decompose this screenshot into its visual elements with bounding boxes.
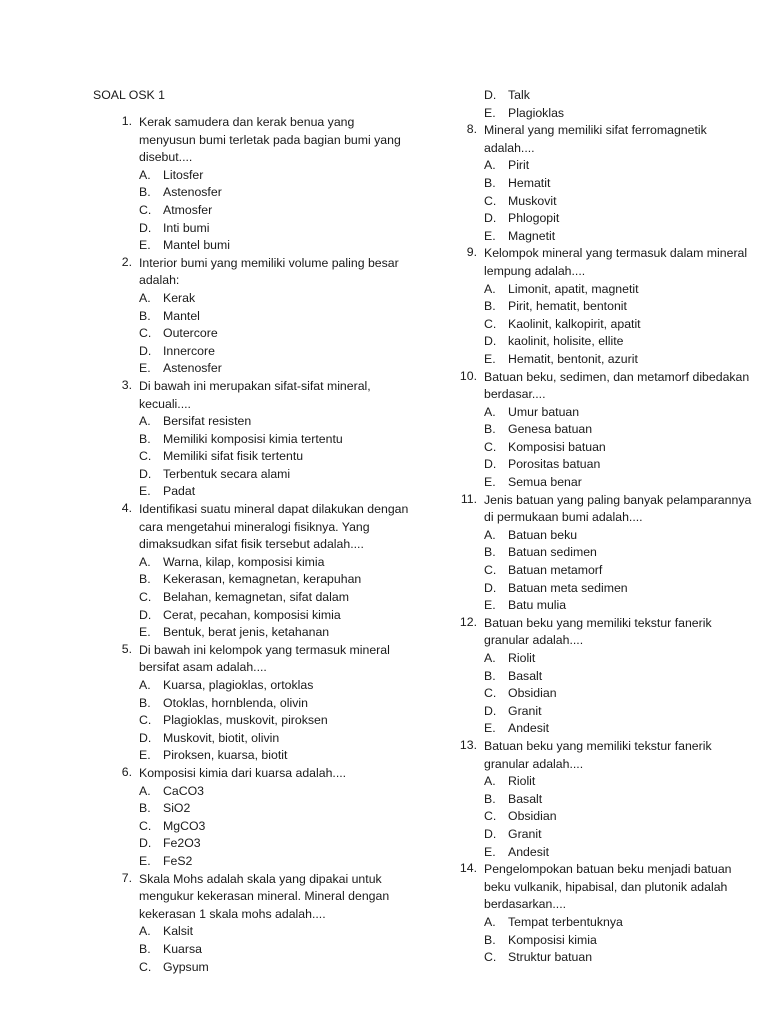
option-text: Pirit, hematit, bentonit xyxy=(508,299,627,314)
option-text: Kuarsa, plagioklas, ortoklas xyxy=(163,678,314,692)
option-text: Riolit xyxy=(508,651,536,665)
question-item xyxy=(110,642,410,765)
question-number: 8. xyxy=(466,122,477,137)
option-letter: B. xyxy=(139,941,151,956)
option-list xyxy=(139,677,410,765)
answer-option xyxy=(484,210,755,228)
option-text: Bentuk, berat jenis, ketahanan xyxy=(163,625,330,640)
option-letter: C. xyxy=(484,316,497,331)
option-text: Hematit xyxy=(508,175,551,190)
answer-option xyxy=(139,554,410,572)
option-list xyxy=(139,783,410,871)
option-text: Muskovit, biotit, olivin xyxy=(163,730,280,745)
option-letter: B. xyxy=(484,545,496,560)
answer-option xyxy=(139,677,410,695)
answer-option xyxy=(139,800,410,818)
option-letter: E. xyxy=(139,853,151,868)
option-list xyxy=(484,773,755,861)
option-text: Bersifat resisten xyxy=(163,414,252,429)
option-text: Innercore xyxy=(163,343,215,358)
question-text: Identifikasi suatu mineral dapat dilakukan dengan cara mengetahui mineralogi fisiknya. Yang dimaksudkan sifat fisik tersebut adalah.... xyxy=(139,502,409,552)
question-number: 2. xyxy=(121,254,132,269)
option-letter: D. xyxy=(139,607,152,622)
option-letter: B. xyxy=(484,791,496,806)
option-text: Gypsum xyxy=(163,959,209,974)
answer-option xyxy=(484,298,755,316)
option-letter: D. xyxy=(139,343,152,358)
question-number: 11. xyxy=(460,491,477,506)
option-text: Batuan metamorf xyxy=(508,563,603,578)
question-number: 10. xyxy=(459,368,477,383)
answer-option xyxy=(484,932,755,950)
option-letter: C. xyxy=(484,193,497,208)
option-letter: B. xyxy=(139,801,151,816)
option-text: Komposisi batuan xyxy=(508,439,606,454)
option-text: Granit xyxy=(508,703,542,718)
option-text: Limonit, apatit, magnetit xyxy=(508,281,639,296)
option-letter: D. xyxy=(484,703,497,718)
option-letter: C. xyxy=(484,809,497,824)
option-list xyxy=(139,554,410,642)
question-item xyxy=(110,871,410,977)
option-text: Litosfer xyxy=(163,167,204,182)
question-text: Mineral yang memiliki sifat ferromagnetik adalah.... xyxy=(484,123,707,155)
option-letter: B. xyxy=(139,572,151,587)
option-text: Belahan, kemagnetan, sifat dalam xyxy=(163,590,349,605)
answer-option xyxy=(484,105,755,123)
answer-option xyxy=(139,360,410,378)
question-text: Batuan beku yang memiliki tekstur fanerik granular adalah.... xyxy=(484,738,712,771)
option-text: Warna, kilap, komposisi kimia xyxy=(163,554,325,569)
option-letter: E. xyxy=(484,844,496,859)
option-letter: D. xyxy=(139,730,152,745)
answer-option xyxy=(139,308,410,326)
option-text: Andesit xyxy=(508,844,550,859)
option-text: Phlogopit xyxy=(508,211,560,226)
option-text: Pirit xyxy=(508,158,530,173)
question-number: 14. xyxy=(459,861,477,876)
option-text: Basalt xyxy=(508,668,543,683)
answer-option xyxy=(139,607,410,625)
option-text: Riolit xyxy=(508,774,536,789)
option-letter: D. xyxy=(484,826,497,841)
left-column xyxy=(110,114,410,976)
question-text: Batuan beku, sedimen, dan metamorf dibedakan berdasar.... xyxy=(484,369,750,402)
answer-option xyxy=(484,844,755,862)
option-text: FeS2 xyxy=(163,853,193,868)
answer-option xyxy=(139,818,410,836)
answer-option xyxy=(484,580,755,598)
answer-option xyxy=(484,650,755,668)
answer-option xyxy=(139,941,410,959)
question-item xyxy=(110,378,410,501)
option-text: Andesit xyxy=(508,721,550,736)
option-letter: C. xyxy=(484,563,497,578)
option-letter: D. xyxy=(484,88,497,102)
option-text: Muskovit xyxy=(508,193,557,208)
answer-option xyxy=(139,923,410,941)
answer-option xyxy=(484,773,755,791)
option-letter: E. xyxy=(484,228,496,243)
answer-option xyxy=(484,949,755,967)
option-text: Komposisi kimia xyxy=(508,932,597,947)
option-text: Kekerasan, kemagnetan, kerapuhan xyxy=(163,572,362,587)
option-letter: E. xyxy=(139,484,151,499)
option-letter: A. xyxy=(139,554,151,569)
option-text: Kuarsa xyxy=(163,941,202,956)
option-letter: B. xyxy=(139,185,151,200)
option-text: Kalsit xyxy=(163,924,194,939)
option-text: Batuan beku xyxy=(508,527,578,542)
option-text: Plagioklas xyxy=(508,105,565,120)
answer-option xyxy=(139,695,410,713)
option-list xyxy=(484,527,755,615)
answer-option xyxy=(139,184,410,202)
answer-option xyxy=(484,808,755,826)
option-text: Obsidian xyxy=(508,809,557,824)
answer-option xyxy=(484,826,755,844)
option-letter: E. xyxy=(139,238,151,253)
option-text: Porositas batuan xyxy=(508,457,601,472)
option-letter: B. xyxy=(484,175,496,190)
option-letter: A. xyxy=(484,281,496,296)
option-letter: A. xyxy=(484,404,496,419)
option-letter: C. xyxy=(139,590,152,605)
option-letter: A. xyxy=(484,527,496,542)
option-text: Obsidian xyxy=(508,686,557,701)
answer-option xyxy=(139,589,410,607)
question-item xyxy=(455,245,755,368)
option-list xyxy=(484,404,755,492)
answer-option xyxy=(139,730,410,748)
question-text: Batuan beku yang memiliki tekstur fanerik granular adalah.... xyxy=(484,615,712,648)
answer-option xyxy=(484,544,755,562)
option-text: Otoklas, hornblenda, olivin xyxy=(163,695,308,710)
answer-option xyxy=(484,193,755,211)
question-item xyxy=(455,738,755,861)
option-list xyxy=(484,281,755,369)
option-letter: C. xyxy=(139,959,152,974)
answer-option xyxy=(484,668,755,686)
answer-option xyxy=(139,413,410,431)
answer-option xyxy=(139,483,410,501)
option-text: Basalt xyxy=(508,791,543,806)
option-text: Kaolinit, kalkopirit, apatit xyxy=(508,316,641,331)
option-text: Mantel bumi xyxy=(163,238,230,253)
option-letter: A. xyxy=(484,651,496,665)
option-text: kaolinit, holisite, ellite xyxy=(508,334,624,349)
answer-option xyxy=(139,835,410,853)
option-letter: C. xyxy=(139,818,152,833)
option-letter: B. xyxy=(484,932,496,947)
carried-options xyxy=(455,87,755,122)
option-letter: C. xyxy=(484,950,497,965)
option-list xyxy=(484,157,755,245)
option-text: Fe2O3 xyxy=(163,836,201,851)
option-letter: E. xyxy=(139,625,151,640)
option-text: Semua benar xyxy=(508,475,582,490)
option-letter: C. xyxy=(139,326,152,341)
question-text: Kelompok mineral yang termasuk dalam mineral lempung adalah.... xyxy=(484,246,748,278)
option-text: Atmosfer xyxy=(163,202,213,217)
option-text: Astenosfer xyxy=(163,185,222,200)
question-number: 5. xyxy=(121,641,132,656)
answer-option xyxy=(139,290,410,308)
option-text: Piroksen, kuarsa, biotit xyxy=(163,748,288,763)
option-letter: A. xyxy=(139,167,151,182)
option-list xyxy=(484,914,755,967)
answer-option xyxy=(139,959,410,977)
option-letter: D. xyxy=(484,457,497,472)
option-text: Batuan meta sedimen xyxy=(508,580,628,595)
option-letter: D. xyxy=(484,211,497,226)
answer-option xyxy=(484,439,755,457)
question-number: 9. xyxy=(466,245,477,260)
option-letter: E. xyxy=(139,748,151,763)
option-text: Astenosfer xyxy=(163,361,222,376)
option-letter: E. xyxy=(484,721,496,736)
answer-option xyxy=(139,237,410,255)
answer-option xyxy=(139,466,410,484)
answer-option xyxy=(139,343,410,361)
option-letter: A. xyxy=(484,774,496,789)
answer-option xyxy=(484,791,755,809)
option-text: Talk xyxy=(508,88,530,102)
answer-option xyxy=(484,720,755,738)
option-text: Memiliki sifat fisik tertentu xyxy=(163,449,304,464)
question-text: Pengelompokan batuan beku menjadi batuan beku vulkanik, hipabisal, dan plutonik adalah berdasarkan.... xyxy=(484,862,732,912)
option-text: Granit xyxy=(508,826,542,841)
answer-option xyxy=(484,685,755,703)
option-letter: B. xyxy=(139,308,151,323)
option-letter: D. xyxy=(139,836,152,851)
answer-option xyxy=(484,87,755,105)
option-letter: D. xyxy=(484,580,497,595)
question-text: Di bawah ini merupakan sifat-sifat mineral, kecuali.... xyxy=(139,378,371,411)
answer-option xyxy=(484,421,755,439)
answer-option xyxy=(139,571,410,589)
option-letter: D. xyxy=(484,334,497,349)
answer-option xyxy=(484,456,755,474)
option-letter: A. xyxy=(139,414,151,429)
option-text: Inti bumi xyxy=(163,220,210,235)
option-text: SiO2 xyxy=(163,801,191,816)
option-text: Genesa batuan xyxy=(508,422,593,437)
question-text: Jenis batuan yang paling banyak pelamparannya di permukaan bumi adalah.... xyxy=(484,492,752,525)
option-letter: C. xyxy=(139,713,152,728)
answer-option xyxy=(484,281,755,299)
option-letter: E. xyxy=(484,351,496,366)
option-letter: B. xyxy=(139,431,151,446)
option-list xyxy=(484,650,755,738)
option-text: Magnetit xyxy=(508,228,556,243)
question-text: Di bawah ini kelompok yang termasuk mineral bersifat asam adalah.... xyxy=(139,642,390,675)
option-letter: B. xyxy=(139,695,151,710)
option-letter: A. xyxy=(484,914,496,929)
option-letter: C. xyxy=(484,686,497,701)
answer-option xyxy=(139,783,410,801)
option-letter: C. xyxy=(484,439,497,454)
answer-option xyxy=(139,431,410,449)
option-letter: E. xyxy=(484,475,496,490)
question-item xyxy=(110,114,410,255)
question-number: 7. xyxy=(121,870,132,885)
question-number: 4. xyxy=(121,501,132,516)
question-item xyxy=(110,765,410,871)
answer-option xyxy=(484,316,755,334)
question-text: Kerak samudera dan kerak benua yang menyusun bumi terletak pada bagian bumi yang disebut.... xyxy=(139,115,401,165)
answer-option xyxy=(484,597,755,615)
option-letter: E. xyxy=(484,105,496,120)
option-text: Mantel xyxy=(163,308,200,323)
question-number: 6. xyxy=(121,764,132,779)
option-text: Kerak xyxy=(163,290,196,305)
option-letter: D. xyxy=(139,220,152,235)
option-letter: A. xyxy=(139,783,151,798)
answer-option xyxy=(139,853,410,871)
answer-option xyxy=(484,527,755,545)
option-text: Batuan sedimen xyxy=(508,545,597,560)
answer-option xyxy=(484,228,755,246)
question-text: Komposisi kimia dari kuarsa adalah.... xyxy=(139,765,347,780)
option-text: Cerat, pecahan, komposisi kimia xyxy=(163,607,341,622)
option-text: Terbentuk secara alami xyxy=(163,466,291,481)
document-title: SOAL OSK 1 xyxy=(93,88,165,102)
question-number: 3. xyxy=(121,377,132,392)
question-item xyxy=(455,615,755,738)
answer-option xyxy=(139,747,410,765)
option-text: Plagioklas, muskovit, piroksen xyxy=(163,713,328,728)
question-number: 12. xyxy=(459,614,477,629)
answer-option xyxy=(484,333,755,351)
answer-option xyxy=(139,448,410,466)
answer-option xyxy=(484,175,755,193)
option-letter: E. xyxy=(139,361,151,376)
option-text: Memiliki komposisi kimia tertentu xyxy=(163,431,343,446)
answer-option xyxy=(484,404,755,422)
answer-option xyxy=(139,624,410,642)
question-item xyxy=(455,122,755,245)
option-letter: A. xyxy=(139,924,151,939)
option-letter: B. xyxy=(484,422,496,437)
option-text: Umur batuan xyxy=(508,404,580,419)
answer-option xyxy=(484,351,755,369)
question-text: Interior bumi yang memiliki volume paling besar adalah: xyxy=(139,255,399,288)
question-item xyxy=(455,492,755,615)
answer-option xyxy=(484,703,755,721)
answer-option xyxy=(484,157,755,175)
option-letter: A. xyxy=(139,678,151,692)
answer-option xyxy=(139,220,410,238)
question-text: Skala Mohs adalah skala yang dipakai untuk mengukur kekerasan mineral. Mineral dengan kekerasan 1 skala mohs adalah.... xyxy=(139,871,390,921)
option-text: Struktur batuan xyxy=(508,950,593,965)
answer-option xyxy=(139,202,410,220)
answer-option xyxy=(139,325,410,343)
answer-option xyxy=(484,914,755,932)
option-letter: E. xyxy=(484,598,496,613)
option-list xyxy=(139,923,410,976)
option-letter: C. xyxy=(139,449,152,464)
question-number: 13. xyxy=(459,737,477,752)
question-item xyxy=(455,369,755,492)
option-letter: A. xyxy=(484,158,496,173)
question-number: 1. xyxy=(121,114,132,128)
option-letter: B. xyxy=(484,299,496,314)
question-item xyxy=(455,861,755,967)
option-list xyxy=(139,167,410,255)
option-text: Batu mulia xyxy=(508,598,567,613)
right-column xyxy=(455,87,755,967)
question-item xyxy=(110,501,410,642)
question-item xyxy=(110,255,410,378)
option-letter: C. xyxy=(139,202,152,217)
option-list xyxy=(139,413,410,501)
answer-option xyxy=(139,712,410,730)
option-text: MgCO3 xyxy=(163,818,206,833)
option-text: CaCO3 xyxy=(163,783,205,798)
option-letter: A. xyxy=(139,290,151,305)
option-text: Tempat terbentuknya xyxy=(508,914,623,929)
answer-option xyxy=(484,562,755,580)
option-letter: D. xyxy=(139,466,152,481)
answer-option xyxy=(484,474,755,492)
answer-option xyxy=(139,167,410,185)
option-text: Outercore xyxy=(163,326,218,341)
option-text: Hematit, bentonit, azurit xyxy=(508,351,638,366)
option-text: Padat xyxy=(163,484,196,499)
option-letter: B. xyxy=(484,668,496,683)
option-list xyxy=(139,290,410,378)
